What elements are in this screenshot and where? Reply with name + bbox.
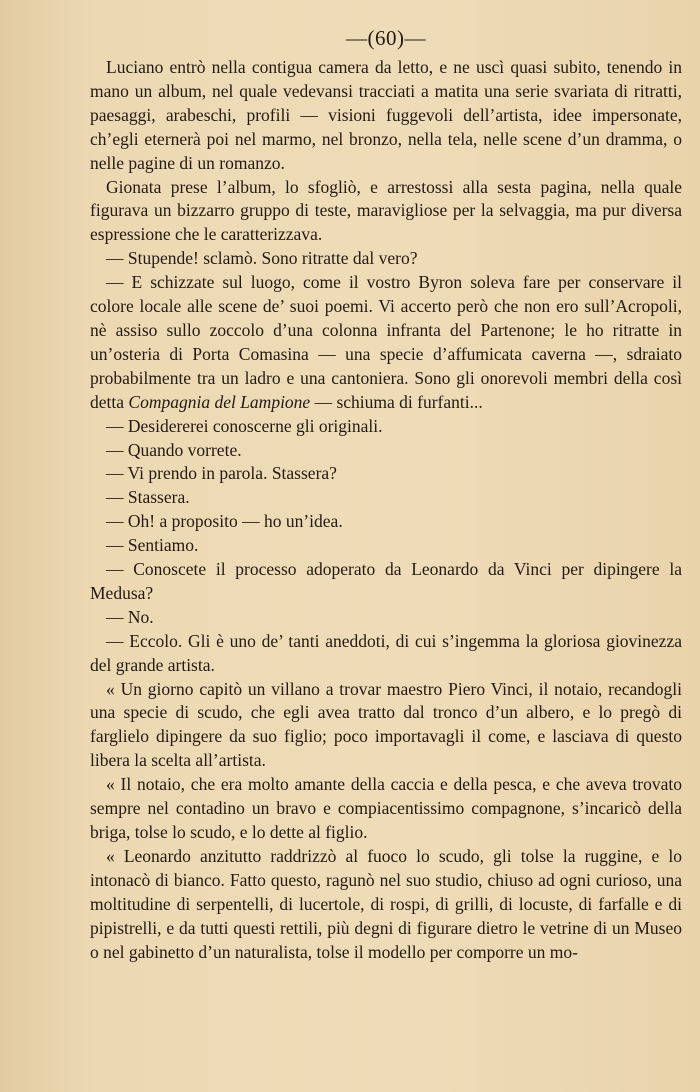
paragraph: « Il notaio, che era molto amante della caccia e della pesca, e che aveva trovato sempre nel contadino un bravo e compiacentissimo compagnone, s’incaricò della briga, tolse lo scudo, e lo dette al figlio. bbox=[90, 774, 682, 842]
paragraph: — Quando vorrete. bbox=[106, 439, 242, 460]
paragraph: — Conoscete il processo adoperato da Leonardo da Vinci per dipingere la Medusa? bbox=[90, 559, 682, 603]
paragraph: — Stassera. bbox=[106, 487, 190, 508]
paragraph: — Eccolo. Gli è uno de’ tanti aneddoti, di cui s’ingemma la gloriosa giovinezza del grande artista. bbox=[90, 630, 682, 675]
paragraph: — Stupende! sclamò. Sono ritratte dal vero? bbox=[106, 248, 418, 269]
paragraph: Luciano entrò nella contigua camera da letto, e ne uscì quasi subito, tenendo in mano un album, nel quale vedevansi tracciati a matita una serie svariata di ritratti, paesaggi, arabeschi, profili — visioni fuggevoli dell’artista, idee impersonate, ch’egli eternerà poi nel marmo, nel bronzo, nella tela, nelle scene d’un dramma, o nelle pagine di un romanzo. bbox=[90, 57, 682, 173]
italic-title: Compagnia del Lampione bbox=[128, 391, 311, 412]
paragraph: — No. bbox=[106, 606, 154, 627]
paragraph: — Oh! a proposito — ho un’idea. bbox=[106, 511, 343, 532]
paragraph: — Vi prendo in parola. Stassera? bbox=[106, 463, 337, 484]
page-number: —(60)— bbox=[346, 26, 426, 50]
paragraph: — Desidererei conoscerne gli originali. bbox=[106, 415, 383, 436]
paragraph: Gionata prese l’album, lo sfogliò, e arrestossi alla sesta pagina, nella quale figurava un bizzarro gruppo di teste, maravigliose per la selvaggia, ma pur diversa espressione che le caratterizzava. bbox=[90, 176, 682, 245]
paragraph: — E schizzate sul luogo, come il vostro Byron soleva fare per conservare il colore locale alle scene de’ suoi poemi. Vi accerto però che non ero sull’Acropoli, nè assiso sullo zoccolo d’una colonna infranta del Partenone; le ho ritratte in un’osteria di Porta Comasina — una specie d’affumicata caverna —, sdraiato probabilmente tra un ladro e una cantoniera. Sono gli onorevoli membri della così detta Compagnia del Lampione — schiuma di furfanti... bbox=[90, 272, 682, 412]
paragraph: — Sentiamo. bbox=[106, 535, 199, 556]
paragraph: « Leonardo anzitutto raddrizzò al fuoco lo scudo, gli tolse la ruggine, e lo intonacò di bianco. Fatto questo, ragunò nel suo studio, chiuso ad ogni curioso, una moltitudine di serpentelli, di lucertole, di rospi, di grilli, di locuste, di farfalle e di pipistrelli, e da tutti questi rettili, più degni di figurare dietro le vetrine di un Museo o nel gabinetto d’un naturalista, tolse il modello per comporre un mo- bbox=[90, 845, 682, 962]
paragraph: « Un giorno capitò un villano a trovar maestro Piero Vinci, il notaio, recandogli una specie di scudo, che egli avea tratto dal tronco d’un albero, e lo pregò di farglielo dipingere da suo figlio; poco importavagli il come, e lasciava di questo libera la scelta all’artista. bbox=[90, 678, 682, 771]
